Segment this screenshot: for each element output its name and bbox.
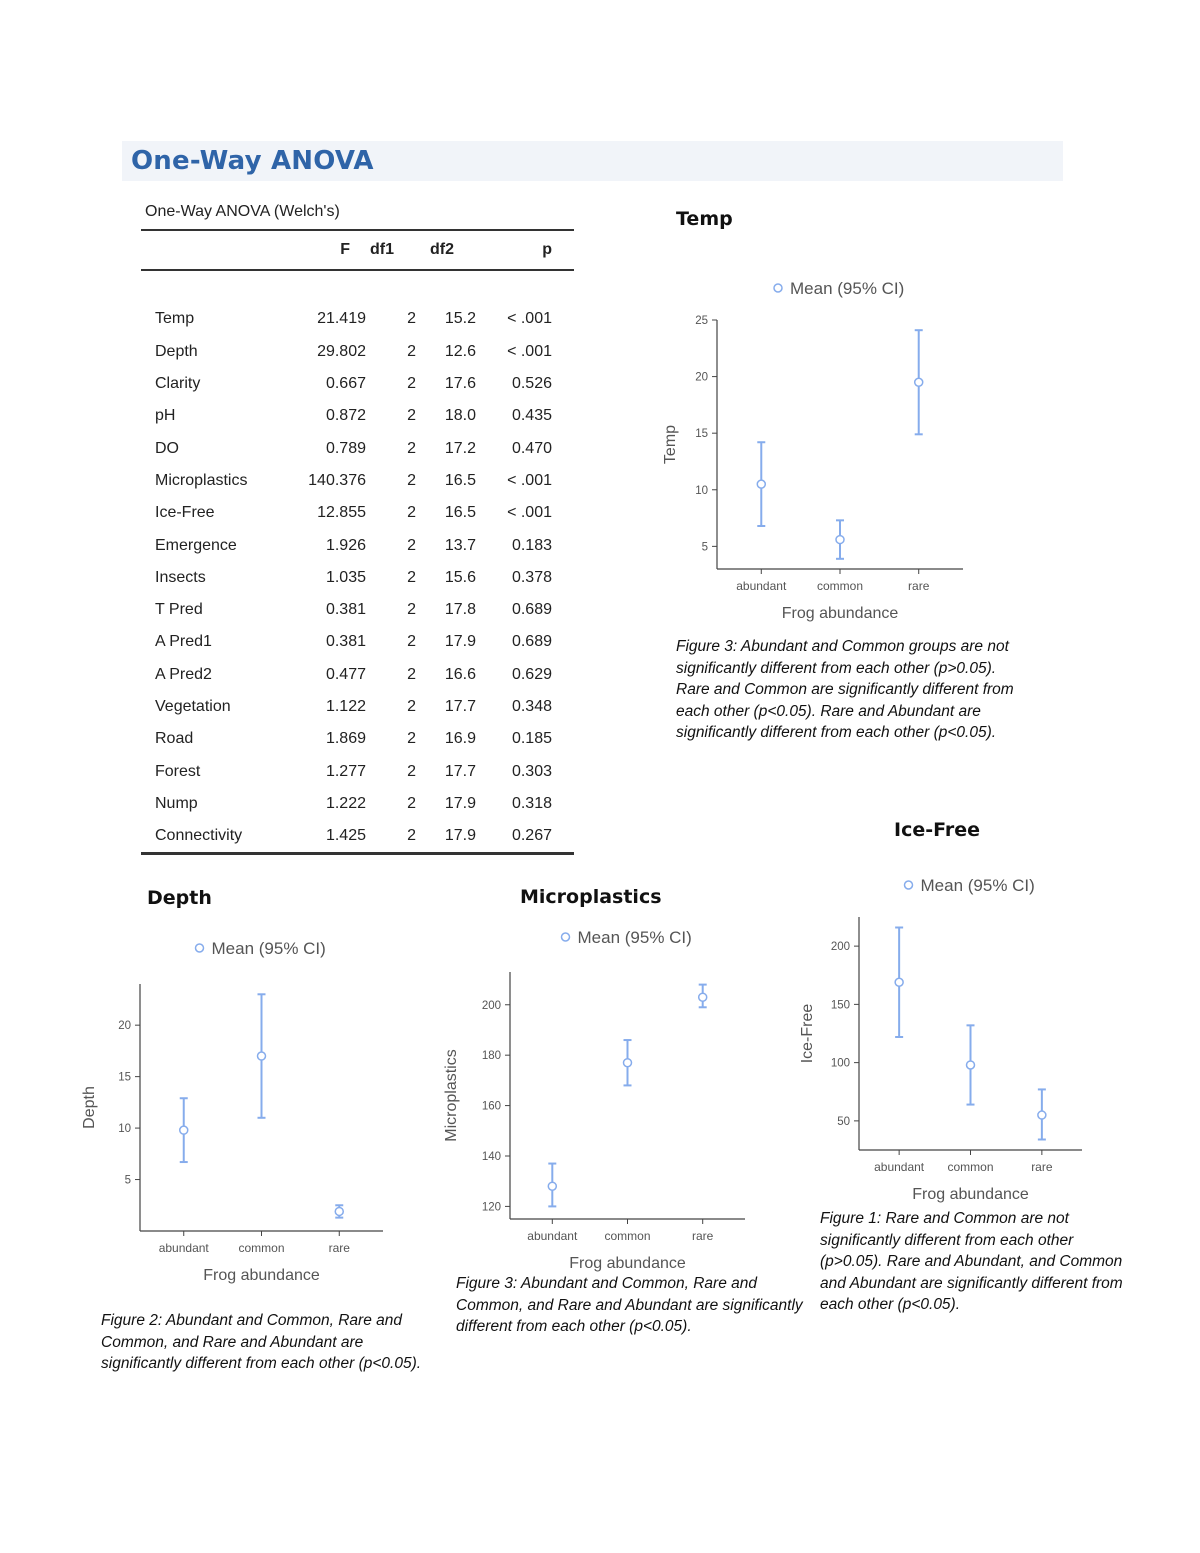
y-tick-label: 150 (830, 999, 850, 1012)
x-axis-title: Frog abundance (781, 605, 899, 622)
table-row (141, 594, 574, 626)
cell-p: 0.470 (511, 439, 552, 457)
mean-point (624, 1059, 632, 1067)
cell-df1: 2 (407, 439, 416, 457)
cell-name: Road (155, 730, 194, 748)
y-tick-label: 10 (695, 484, 708, 497)
cell-name: Ice-Free (155, 504, 215, 522)
cell-df2: 17.2 (444, 439, 476, 457)
x-axis-title: Frog abundance (912, 1186, 1029, 1203)
x-tick-label: common (816, 579, 864, 593)
legend-label: Mean (95% CI) (211, 939, 326, 958)
cell-f: 1.869 (325, 730, 366, 748)
table-row (141, 788, 574, 820)
table-row (141, 659, 574, 691)
cell-f: 140.376 (308, 471, 366, 489)
cell-name: A Pred1 (155, 633, 212, 651)
cell-df1: 2 (407, 342, 416, 360)
cell-df1: 2 (407, 601, 416, 619)
cell-df2: 17.6 (444, 375, 476, 393)
cell-df1: 2 (407, 762, 416, 780)
legend-marker (196, 944, 204, 952)
cell-name: Forest (155, 762, 201, 780)
cell-df2: 16.9 (444, 730, 476, 748)
cell-f: 0.381 (325, 633, 366, 651)
cell-df1: 2 (407, 310, 416, 328)
microplastics-figure-caption: Figure 3: Abundant and Common, Rare and Common, and Rare and Abundant are significantly different from each other (p<0.05). (456, 1275, 803, 1335)
x-tick-label: abundant (874, 1160, 925, 1174)
y-tick-label: 20 (695, 371, 708, 384)
temp-chart (655, 270, 975, 630)
cell-p: 0.267 (511, 827, 552, 845)
cell-name: Vegetation (155, 698, 231, 715)
cell-df2: 17.8 (444, 601, 476, 619)
legend-label: Mean (95% CI) (577, 928, 692, 947)
cell-df2: 17.9 (444, 633, 476, 651)
cell-f: 1.425 (325, 827, 366, 845)
y-tick-label: 200 (481, 999, 501, 1012)
table-row (141, 336, 574, 368)
table-body (141, 270, 574, 854)
y-tick-label: 50 (837, 1115, 850, 1128)
y-tick-label: 5 (124, 1174, 131, 1187)
cell-df2: 15.6 (444, 568, 476, 586)
y-axis-title: Ice-Free (799, 1003, 816, 1064)
cell-df2: 16.5 (444, 471, 476, 489)
cell-df2: 13.7 (444, 536, 476, 554)
cell-p: 0.435 (511, 407, 552, 425)
cell-f: 1.926 (325, 536, 366, 554)
cell-name: Insects (155, 568, 206, 586)
cell-name: Nump (155, 794, 198, 812)
mean-point (915, 378, 923, 386)
cell-df1: 2 (407, 568, 416, 586)
x-tick-label: common (238, 1241, 285, 1255)
cell-name: Depth (155, 342, 198, 360)
cell-p: < .001 (507, 504, 552, 522)
cell-p: < .001 (507, 471, 552, 489)
cell-p: 0.185 (511, 730, 552, 748)
y-tick-label: 15 (118, 1071, 131, 1084)
anova-table (141, 229, 574, 855)
y-tick-label: 160 (481, 1100, 501, 1113)
cell-p: 0.689 (511, 601, 552, 619)
legend-marker (774, 284, 782, 292)
header-df1: df1 (370, 241, 394, 258)
x-tick-label: rare (1031, 1160, 1053, 1174)
cell-df2: 17.7 (444, 698, 476, 715)
cell-p: 0.303 (511, 762, 552, 780)
table-row (141, 400, 574, 432)
cell-df2: 12.6 (444, 342, 476, 360)
depth-section-title: Depth (147, 887, 212, 909)
y-tick-label: 5 (701, 541, 708, 554)
cell-name: Clarity (155, 375, 201, 393)
cell-df1: 2 (407, 665, 416, 683)
y-tick-label: 120 (481, 1201, 501, 1214)
cell-df1: 2 (407, 504, 416, 522)
mean-point (895, 978, 903, 986)
cell-name: pH (155, 407, 176, 425)
cell-f: 1.277 (325, 762, 366, 780)
cell-df2: 17.9 (444, 827, 476, 845)
table-row (141, 755, 574, 787)
cell-p: 0.689 (511, 633, 552, 651)
cell-f: 0.381 (325, 601, 366, 619)
cell-name: DO (155, 439, 179, 457)
cell-df1: 2 (407, 794, 416, 812)
x-axis-title: Frog abundance (203, 1267, 320, 1284)
cell-f: 21.419 (317, 310, 366, 328)
cell-f: 1.222 (325, 794, 366, 812)
heading-banner (122, 141, 1063, 181)
mean-point (967, 1061, 975, 1069)
legend-label: Mean (95% CI) (920, 876, 1035, 895)
legend-label: Mean (95% CI) (790, 279, 905, 298)
y-tick-label: 10 (118, 1123, 131, 1136)
cell-df1: 2 (407, 407, 416, 425)
cell-name: Microplastics (155, 471, 248, 489)
y-tick-label: 25 (695, 315, 708, 327)
depth-figure-caption: Figure 2: Abundant and Common, Rare and Common, and Rare and Abundant are significantly different from each other (p<0.05). (101, 1312, 422, 1372)
cell-df1: 2 (407, 536, 416, 554)
cell-p: 0.348 (511, 698, 552, 715)
cell-df2: 17.9 (444, 794, 476, 812)
table-row (141, 626, 574, 658)
temp-figure-caption: Figure 3: Abundant and Common groups are not significantly different from each other (p>0.05). Rare and Common are significantly different from each other (p<0.05). Rare and Abundant are significantly different from each other (p<0.05). (676, 638, 1014, 741)
legend-marker (905, 881, 913, 889)
cell-df1: 2 (407, 698, 416, 715)
x-tick-label: abundant (527, 1229, 578, 1243)
header-name (141, 230, 280, 270)
y-axis-title: Temp (662, 424, 679, 465)
cell-f: 1.035 (325, 568, 366, 586)
legend-marker (562, 933, 570, 941)
cell-p: 0.378 (511, 568, 552, 586)
mean-point (1038, 1111, 1046, 1119)
mean-point (258, 1052, 266, 1060)
cell-df1: 2 (407, 471, 416, 489)
table-row (141, 820, 574, 854)
header-p: p (542, 241, 552, 258)
table-row (141, 497, 574, 529)
cell-name: T Pred (155, 601, 203, 619)
cell-df2: 16.6 (444, 665, 476, 683)
cell-p: 0.318 (511, 794, 552, 812)
y-axis-title: Depth (81, 1086, 98, 1129)
cell-df1: 2 (407, 730, 416, 748)
cell-df1: 2 (407, 375, 416, 393)
header-df2: df2 (430, 241, 454, 258)
mean-point (699, 993, 707, 1001)
table-header-row (141, 230, 574, 270)
cell-p: < .001 (507, 342, 552, 360)
cell-f: 0.872 (325, 407, 366, 425)
table-caption: One-Way ANOVA (Welch's) (145, 203, 340, 220)
microplastics-section-title: Microplastics (520, 886, 662, 908)
table-row (141, 691, 574, 723)
microplastics-chart (440, 922, 760, 1277)
cell-df2: 17.7 (444, 762, 476, 780)
x-tick-label: common (947, 1160, 994, 1174)
x-tick-label: abundant (158, 1241, 209, 1255)
ice-free-section-title: Ice-Free (894, 819, 981, 841)
table-row (141, 529, 574, 561)
y-tick-label: 15 (695, 428, 708, 441)
table-row (141, 368, 574, 400)
table-row (141, 432, 574, 464)
cell-name: Emergence (155, 536, 237, 554)
mean-point (836, 536, 844, 544)
cell-df1: 2 (407, 827, 416, 845)
cell-p: < .001 (507, 310, 552, 328)
cell-f: 29.802 (317, 342, 366, 360)
cell-df1: 2 (407, 633, 416, 651)
ice-free-figure-caption: Figure 1: Rare and Common are not significantly different from each other (p>0.05). Rare and Abundant, and Common and Abundant are significantly different from each other (p<0.05). (820, 1210, 1123, 1313)
depth-chart (80, 932, 400, 1292)
y-axis-title: Microplastics (443, 1049, 460, 1142)
cell-f: 12.855 (317, 504, 366, 522)
y-tick-label: 180 (481, 1050, 501, 1063)
cell-f: 0.789 (325, 439, 366, 457)
x-tick-label: common (604, 1229, 651, 1243)
cell-name: Temp (155, 310, 195, 328)
page-title: One-Way ANOVA (131, 146, 374, 176)
temp-section-title: Temp (676, 208, 733, 230)
table-row (141, 303, 574, 335)
mean-point (548, 1182, 556, 1190)
mean-point (335, 1207, 343, 1215)
cell-name: Connectivity (155, 827, 243, 845)
table-row (141, 723, 574, 755)
x-tick-label: abundant (736, 579, 787, 593)
x-axis-title: Frog abundance (569, 1255, 686, 1272)
mean-point (757, 480, 765, 488)
cell-df2: 16.5 (444, 504, 476, 522)
y-tick-label: 20 (118, 1020, 131, 1033)
y-tick-label: 100 (830, 1057, 850, 1070)
cell-p: 0.183 (511, 536, 552, 554)
cell-f: 0.477 (325, 665, 366, 683)
x-tick-label: rare (328, 1241, 350, 1255)
table-row (141, 562, 574, 594)
cell-f: 1.122 (325, 698, 366, 715)
x-tick-label: rare (908, 579, 930, 593)
cell-p: 0.526 (511, 375, 552, 393)
x-tick-label: rare (692, 1229, 714, 1243)
cell-df2: 15.2 (444, 310, 476, 328)
y-tick-label: 140 (481, 1150, 501, 1163)
cell-name: A Pred2 (155, 665, 212, 683)
cell-p: 0.629 (511, 665, 552, 683)
cell-df2: 18.0 (444, 407, 476, 425)
ice-free-chart (795, 870, 1095, 1205)
mean-point (180, 1126, 188, 1134)
y-tick-label: 200 (830, 941, 850, 954)
cell-f: 0.667 (325, 375, 366, 393)
header-f: F (340, 241, 350, 258)
table-row (141, 465, 574, 497)
